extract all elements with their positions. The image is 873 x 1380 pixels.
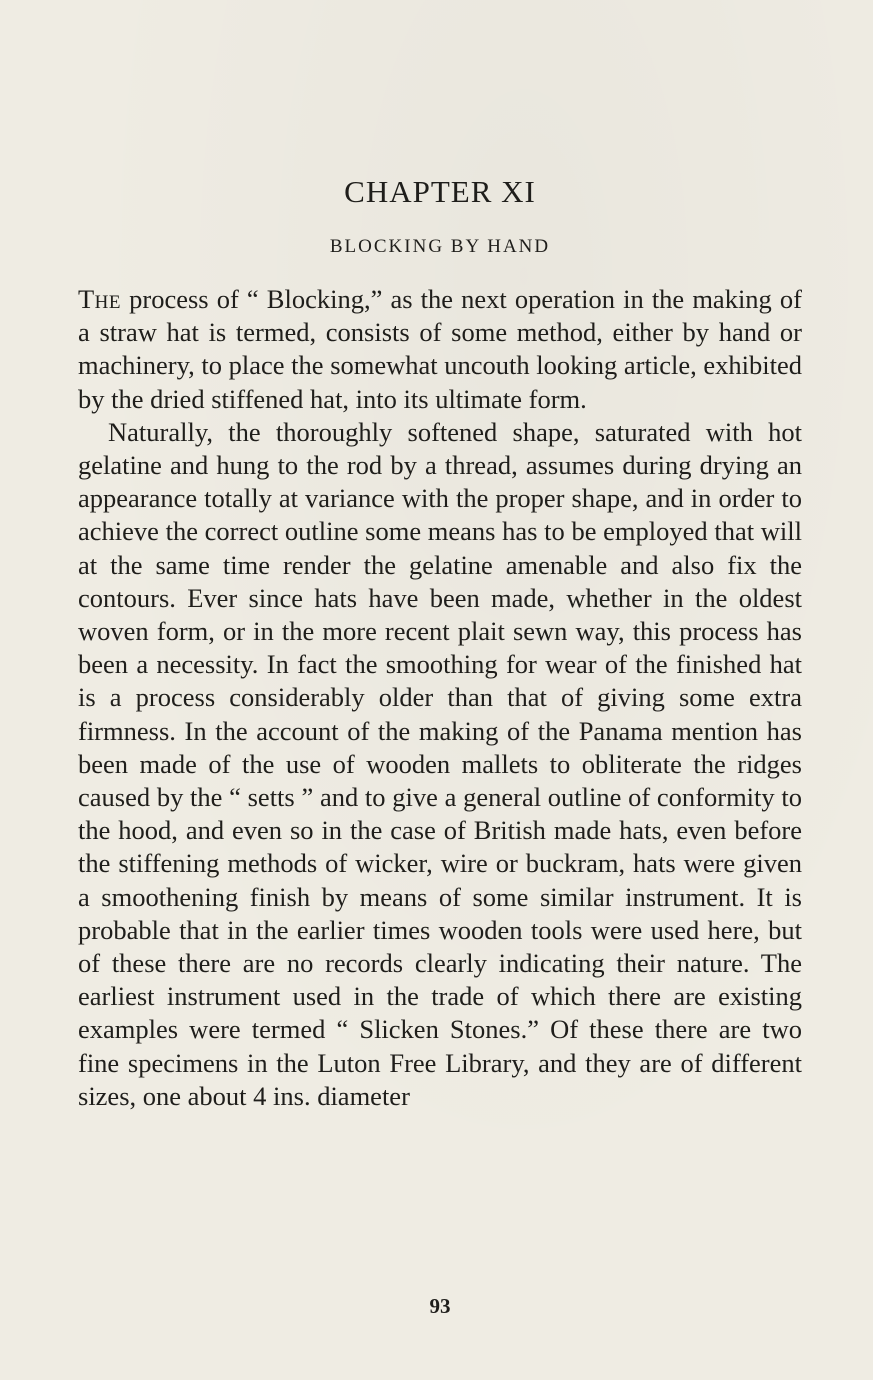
section-title: BLOCKING BY HAND: [329, 236, 551, 257]
chapter-title: CHAPTER XI: [344, 174, 536, 209]
page-number: 93: [429, 1294, 451, 1318]
paragraph-1-text: process of “ Blocking,” as the next operation in the making of a straw hat is termed, consists of some method, either by hand or machinery, to place the somewhat uncouth looking article, exhibited by the dried stiffened hat, into its ultimate form.: [78, 284, 802, 414]
paragraph-2: Naturally, the thoroughly softened shape, saturated with hot gelatine and hung to the rod by a thread, assumes during drying an appearance totally at variance with the proper shape, and in order to achieve the correct outline some means has to be employed that will at the same time render the gelatine amenable and also fix the contours. Ever since hats have been made, whether in the oldest woven form, or in the more recent plait sewn way, this process has been a necessity. In fact the smoothing for wear of the finished hat is a process considerably older than that of giving some extra firmness. In the account of the making of the Panama mention has been made of the use of wooden mallets to obliterate the ridges caused by the “ setts ” and to give a general outline of conformity to the hood, and even so in the case of British made hats, even before the stiffening methods of wicker, wire or buckram, hats were given a smoothening finish by means of some similar instrument. It is probable that in the earlier times wooden tools were used here, but of these there are no records clearly indicating their nature. The earliest instrument used in the trade of which there are existing examples were termed “ Slicken Stones.” Of these there are two fine specimens in the Luton Free Library, and they are of different sizes, one about 4 ins. diameter: [78, 416, 802, 1111]
paragraph-1: [78, 283, 802, 416]
paragraph-lead-word: The: [78, 284, 122, 314]
body-text: [78, 283, 802, 1113]
